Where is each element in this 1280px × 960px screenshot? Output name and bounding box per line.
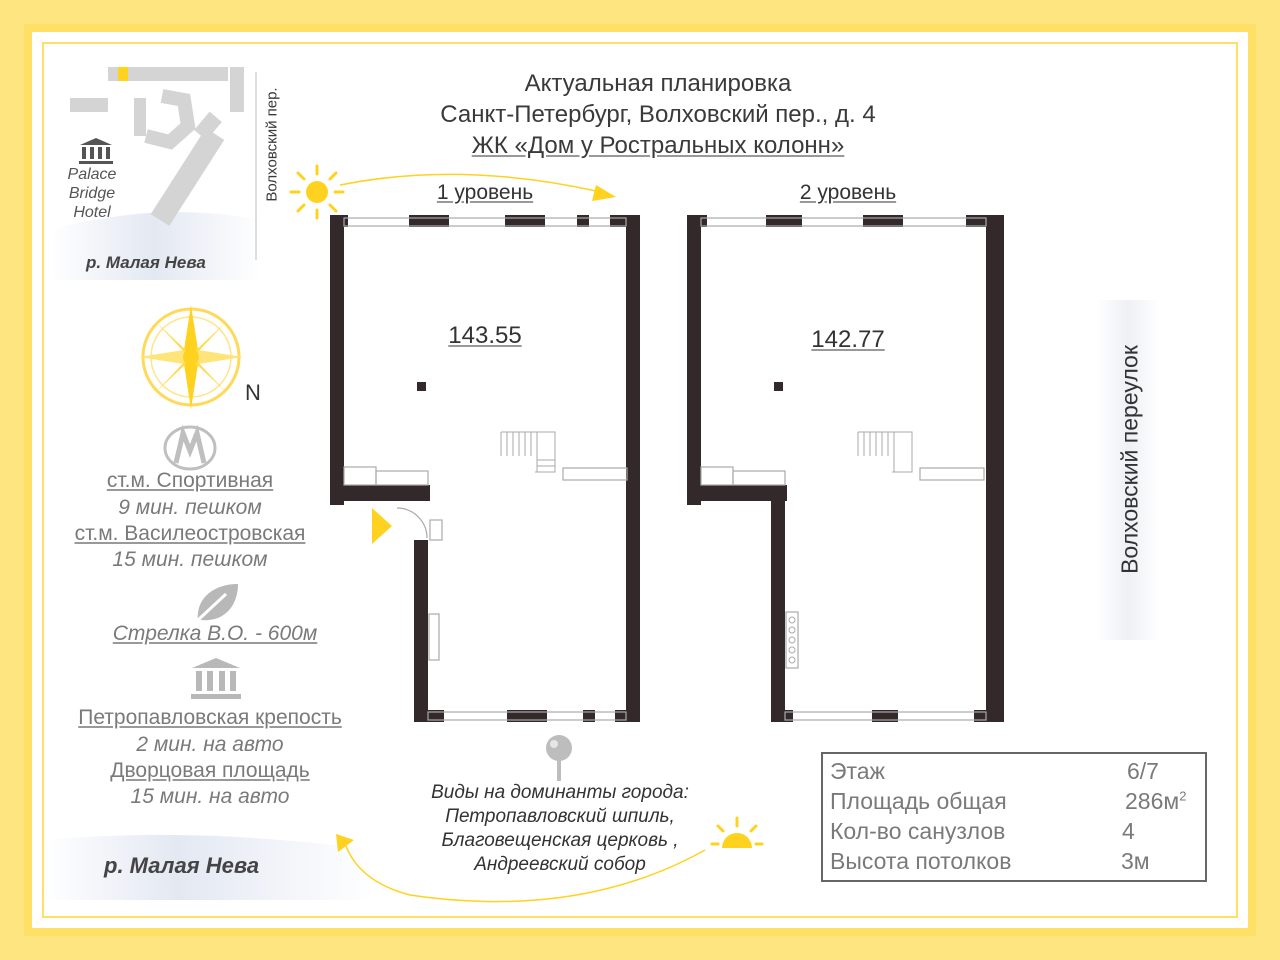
- sunset-icon: [704, 814, 770, 854]
- landmark-time-2: 15 мин. на авто: [130, 785, 290, 808]
- header-address: Санкт-Петербург, Волховский пер., д. 4: [440, 101, 876, 128]
- views-line-2: Петропавловский шпиль,: [445, 806, 675, 827]
- spec-value-area: $286м^2$: [1125, 788, 1187, 814]
- spec-value-area-sup: 2: [1179, 788, 1187, 804]
- level-2-area: 142.77: [811, 326, 885, 353]
- spec-value-bathrooms: 4: [1122, 818, 1135, 844]
- park-label: Стрелка В.О. - 600м: [112, 622, 318, 645]
- landmark-time-1: 2 мин. на авто: [136, 733, 284, 756]
- header-complex: ЖК «Дом у Ростральных колонн»: [471, 132, 845, 159]
- views-line-3: Благовещенская церковь ,: [441, 830, 679, 851]
- spec-label-bathrooms: Кол-во санузлов: [830, 818, 1006, 844]
- metro-station-2: ст.м. Василеостровская: [74, 522, 306, 545]
- header-title: Актуальная планировка: [524, 70, 792, 97]
- metro-time-2: 15 мин. пешком: [112, 548, 268, 571]
- compass-icon: [136, 302, 246, 412]
- hotel-label-1: Palace: [67, 166, 117, 183]
- river-bottom-label: р. Малая Нева: [104, 853, 260, 878]
- museum-icon: [188, 656, 244, 702]
- views-line-4: Андреевский собор: [474, 854, 646, 875]
- landmark-place-2: Дворцовая площадь: [110, 759, 310, 782]
- location-pin-icon: [542, 733, 576, 783]
- entrance-arrow-icon: [370, 506, 394, 546]
- floor-plan-level-1: [325, 210, 645, 730]
- hotel-label-2: Bridge: [68, 185, 116, 202]
- spec-label-area: Площадь общая: [830, 788, 1007, 814]
- spec-value-floor: 6/7: [1127, 758, 1159, 784]
- metro-time-1: 9 мин. пешком: [118, 496, 262, 519]
- level-1-area: 143.55: [448, 322, 522, 349]
- hotel-icon: [76, 136, 116, 166]
- minimap-street-label: Волховский пер.: [263, 87, 281, 202]
- floor-plan-level-2: [682, 210, 1012, 730]
- minimap-river-label: р. Малая Нева: [86, 253, 206, 272]
- views-line-1: Виды на доминанты города:: [431, 782, 689, 803]
- compass-north-label: N: [245, 380, 261, 405]
- spec-label-ceiling: Высота потолков: [830, 848, 1012, 874]
- street-side-label: Волховский переулок: [1116, 345, 1143, 574]
- level-2-title: 2 уровень: [799, 181, 897, 204]
- metro-station-1: ст.м. Спортивная: [106, 469, 274, 492]
- leaf-icon: [192, 580, 242, 624]
- hotel-label-3: Hotel: [73, 204, 111, 221]
- landmark-place-1: Петропавловская крепость: [78, 706, 342, 729]
- sun-path-arrow-bottom: [330, 820, 710, 910]
- spec-label-floor: Этаж: [830, 758, 885, 784]
- level-1-title: 1 уровень: [436, 181, 534, 204]
- spec-value-ceiling: 3м: [1121, 848, 1150, 874]
- metro-icon: [160, 425, 220, 471]
